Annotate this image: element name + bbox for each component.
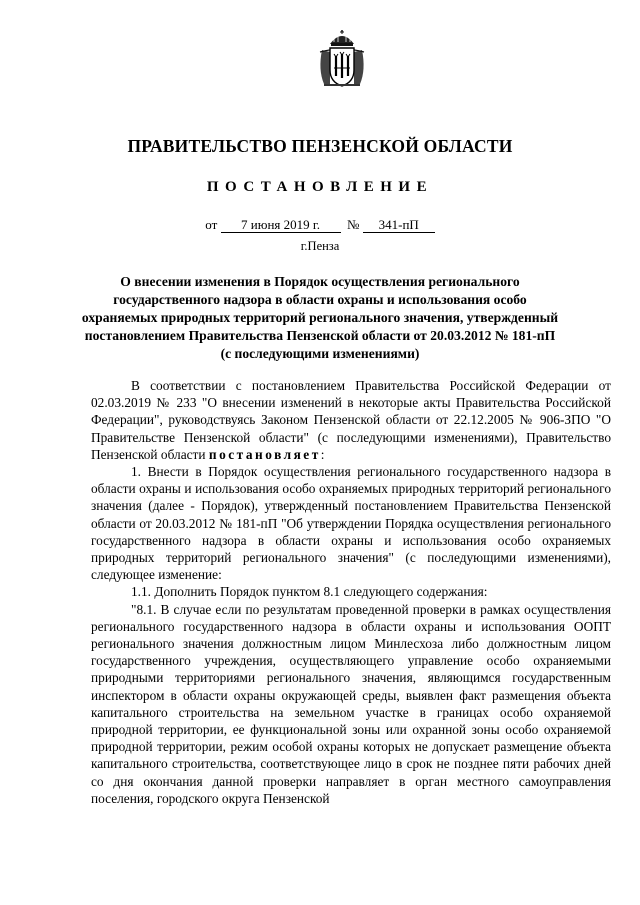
paragraph-item-1-1: 1.1. Дополнить Порядок пунктом 8.1 следующего содержания: [131, 584, 488, 600]
operative-word: постановляет [208, 446, 321, 462]
paragraph-item-8-1: "8.1. В случае если по результатам проведенной проверки в рамках осуществления регионального государственного надзора в области охраны и использования ООПТ регионального значения должностным лицом Минлесхоза либо должностным лицом государственного учреждения, осуществляющего управление особо охраняемыми природными территориями регионального значения, являющимся государственным инспектором в области охраны окружающей среды, выявлен факт размещения объекта капитального строительства на земельном участке в границах особо охраняемой природной территории, ее функциональной зоны или охранной зоны особо охраняемой природной территории, режим особой охраны которых не допускает размещение объекта капитального строительства, соответствующее лицо в срок не позднее пяти рабочих дней со дня окончания данной проверки направляет в орган местного самоуправления поселения, городского округа Пензенской [91, 601, 611, 806]
document-number: 341-пП [363, 218, 435, 233]
paragraph-preamble [91, 377, 611, 463]
document-date: 7 июня 2019 г. [221, 218, 341, 233]
preamble-text: В соответствии с постановлением Правительства Российской Федерации от 02.03.2019 № 233 "О внесении изменений в некоторые акты Правительства Российской Федерации", руководствуясь Законом Пензенской области от 22.12.2005 № 906-ЗПО "О Правительстве Пензенской области" (с последующими изменениями), Правительство Пензенской области [91, 378, 611, 462]
document-body [91, 377, 611, 807]
number-label: № [347, 217, 360, 232]
preamble-colon: : [320, 446, 325, 462]
coat-of-arms-icon [316, 30, 368, 88]
organization-name: ПРАВИТЕЛЬСТВО ПЕНЗЕНСКОЙ ОБЛАСТИ [127, 136, 513, 156]
city: г.Пенза [300, 239, 340, 253]
date-number-line [0, 217, 640, 233]
document-title: О внесении изменения в Порядок осуществления регионального государственного надзора в области охраны и использования особо охраняемых природных территорий регионального значения, утвержденный постановлением Правительства Пензенской области от 20.03.2012 № 181-пП (с последующими изменениями) [81, 274, 559, 361]
document-type: ПОСТАНОВЛЕНИЕ [206, 179, 434, 195]
date-prefix: от [205, 217, 218, 232]
paragraph-item-1: 1. Внести в Порядок осуществления регионального государственного надзора в области охраны и использования особо охраняемых природных территорий регионального значения (далее - Порядок), утвержденный постановлением Правительства Пензенской области от 20.03.2012 № 181-пП "Об утверждении Порядка осуществления регионального государственного надзора в области охраны и использования особо охраняемых природных территорий регионального значения" (с последующими изменениями), следующее изменение: [91, 464, 611, 583]
